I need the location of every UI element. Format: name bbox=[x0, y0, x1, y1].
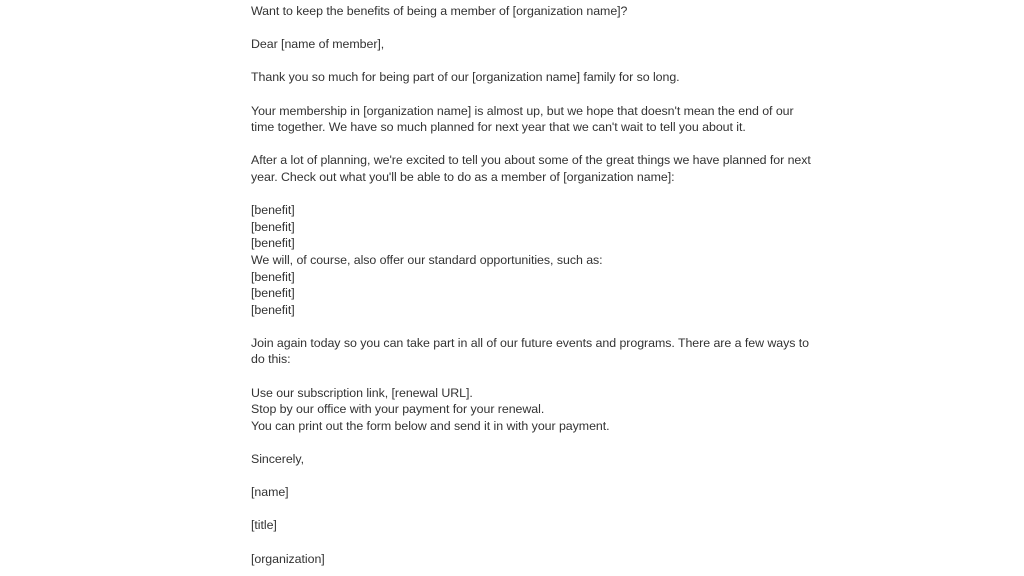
standard-opportunities-intro: We will, of course, also offer our standard opportunities, such as: bbox=[251, 252, 603, 267]
letter-body bbox=[251, 3, 811, 576]
planning-paragraph: After a lot of planning, we're excited to tell you about some of the great things we have planned for next year. Check out what you'll be able to do as a member of [organization name]: bbox=[251, 153, 811, 184]
benefits-list bbox=[251, 202, 811, 318]
standard-benefit-item: [benefit] bbox=[251, 286, 295, 301]
letter-closing: Sincerely, bbox=[251, 452, 304, 467]
signature-title: [title] bbox=[251, 518, 277, 533]
join-paragraph: Join again today so you can take part in all of our future events and programs. There are a few ways to do this: bbox=[251, 335, 810, 367]
renewal-ways-list bbox=[251, 385, 811, 435]
letter-greeting: Dear [name of member], bbox=[251, 37, 385, 52]
renewal-way-item: You can print out the form below and send it in with your payment. bbox=[251, 418, 610, 433]
letter-subject: Want to keep the benefits of being a member of [organization name]? bbox=[251, 4, 628, 18]
renewal-way-item: Use our subscription link, [renewal URL]. bbox=[251, 385, 473, 400]
benefit-item: [benefit] bbox=[251, 219, 295, 234]
renewal-way-item: Stop by our office with your payment for your renewal. bbox=[251, 402, 545, 417]
thanks-paragraph: Thank you so much for being part of our [organization name] family for so long. bbox=[251, 70, 680, 85]
standard-benefit-item: [benefit] bbox=[251, 302, 295, 317]
benefit-item: [benefit] bbox=[251, 203, 295, 218]
benefit-item: [benefit] bbox=[251, 236, 295, 251]
signature-organization: [organization] bbox=[251, 551, 325, 566]
standard-benefit-item: [benefit] bbox=[251, 269, 295, 284]
membership-paragraph: Your membership in [organization name] is almost up, but we hope that doesn't mean the end of our time together. We have so much planned for next year that we can't wait to tell you about it. bbox=[251, 103, 794, 135]
signature-name: [name] bbox=[251, 485, 289, 500]
